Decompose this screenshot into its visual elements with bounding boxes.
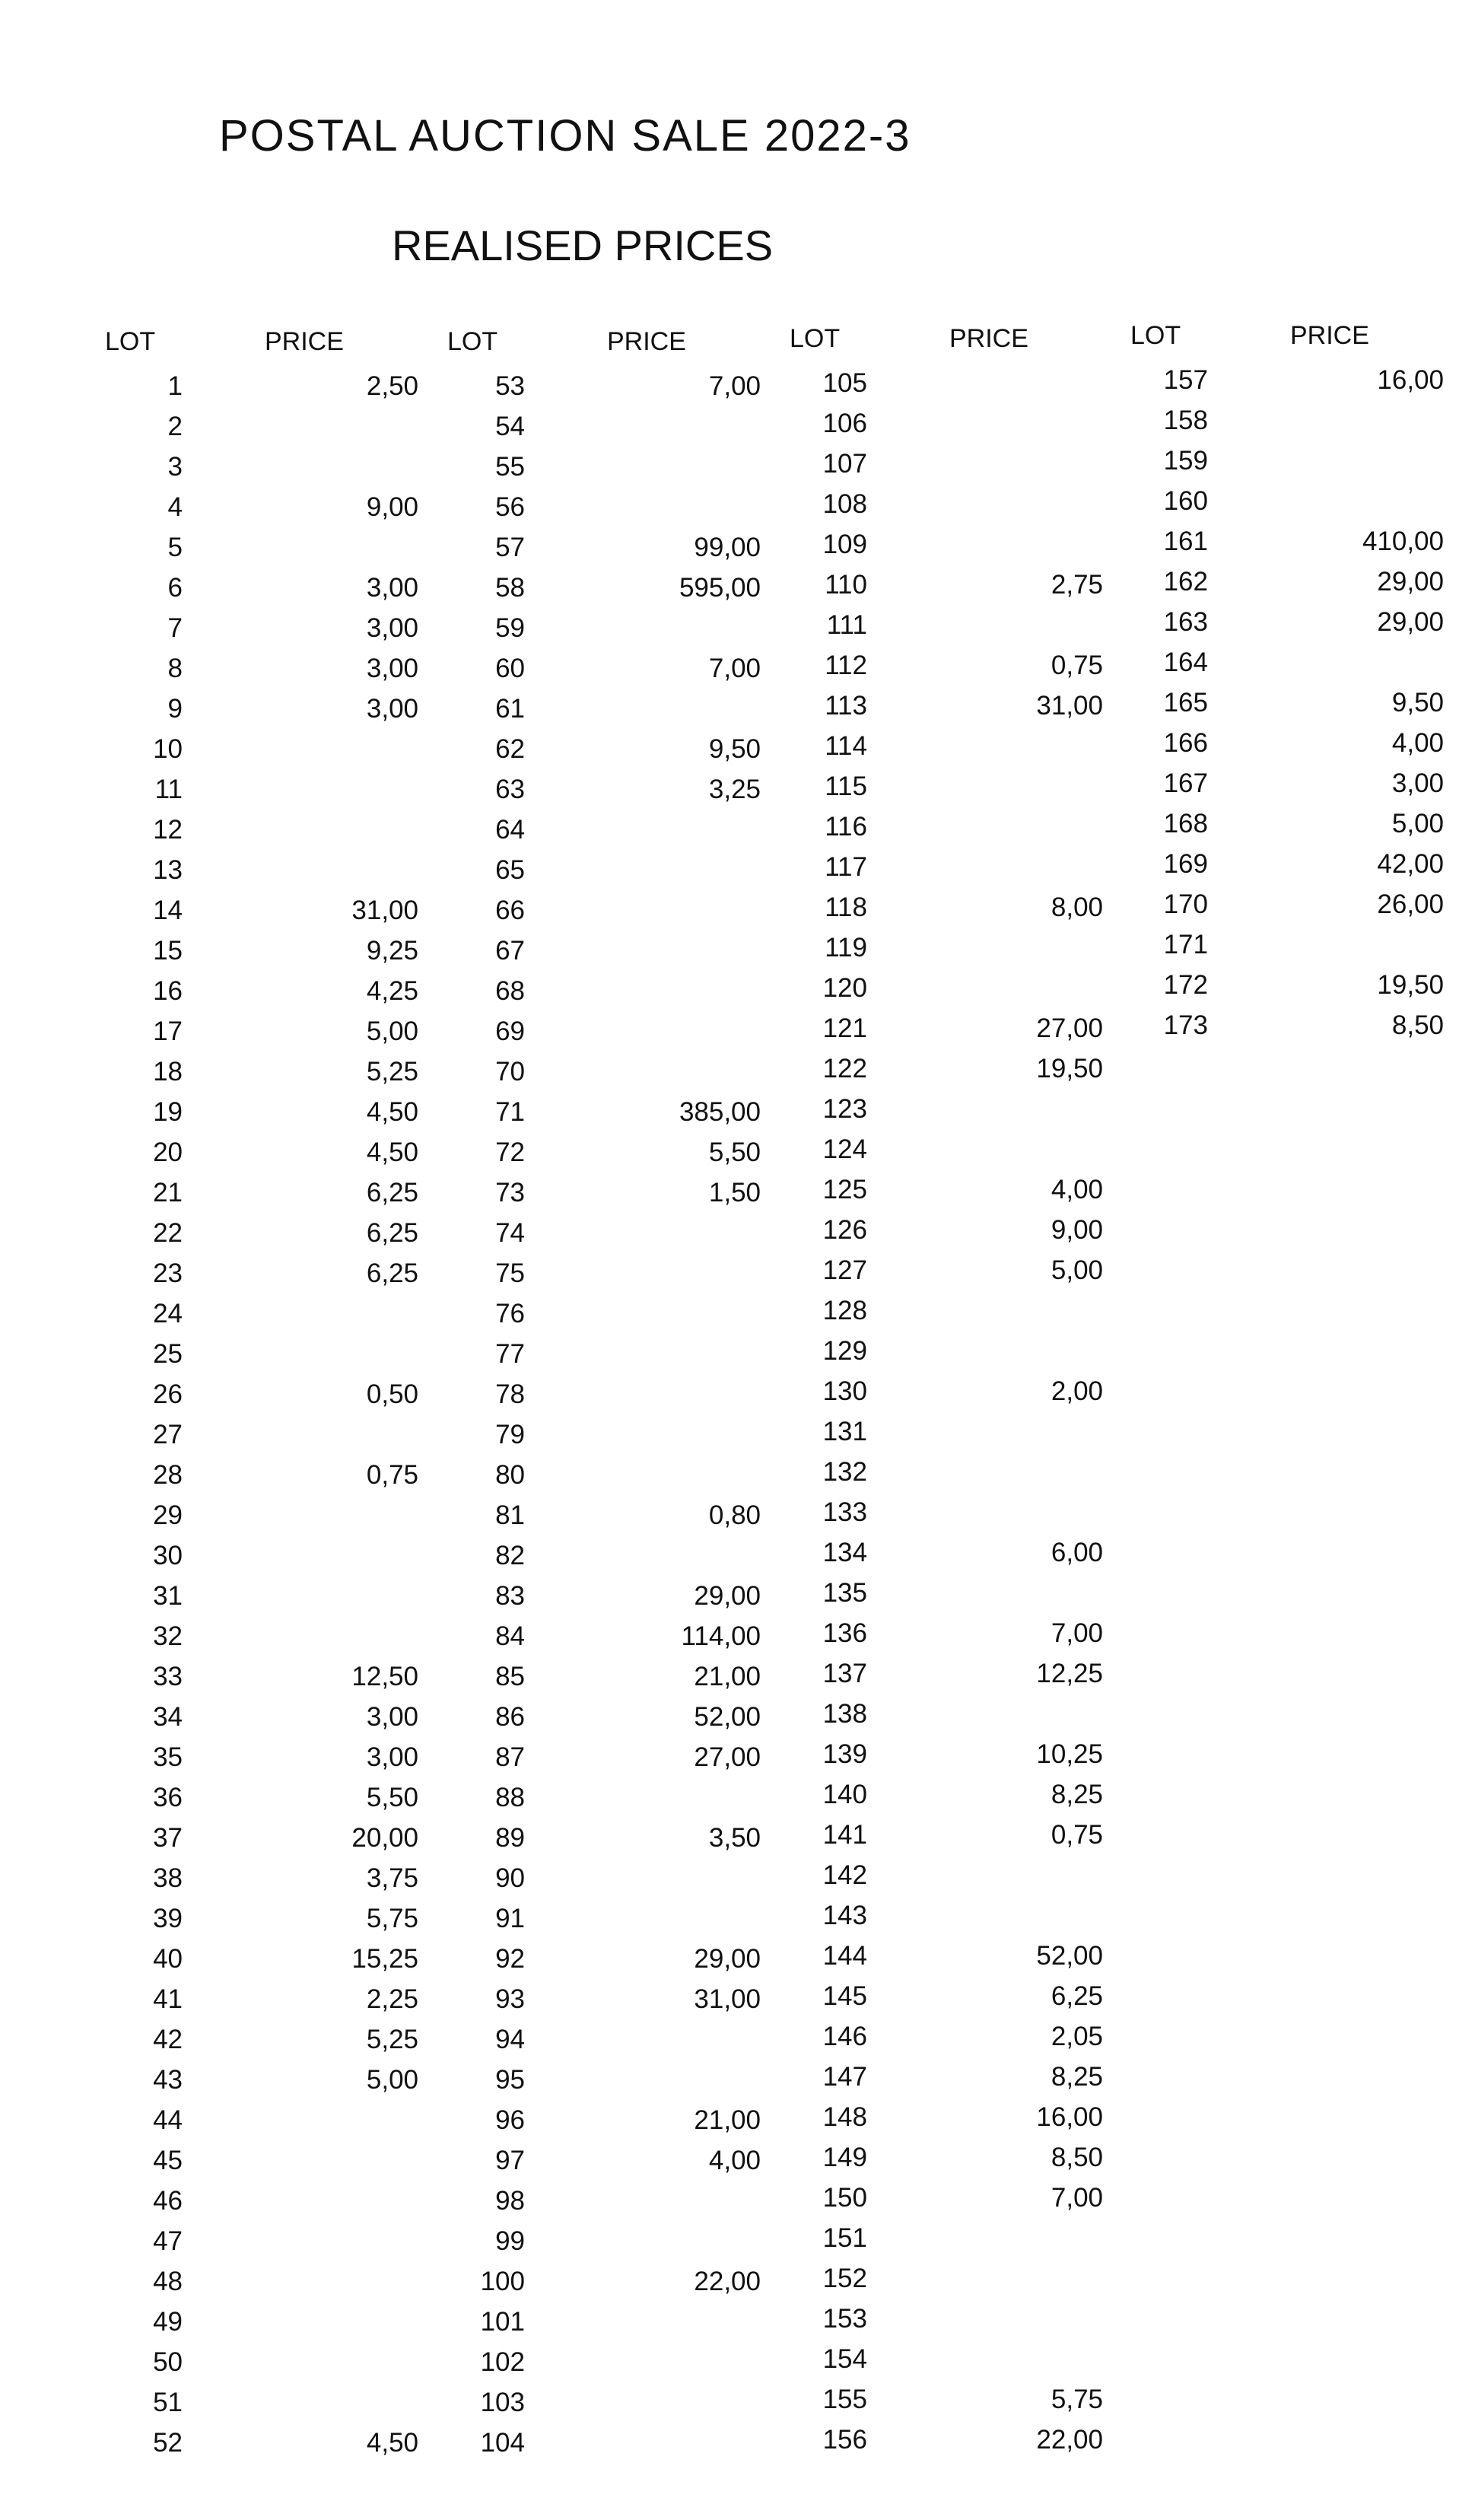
- lot-price: 16,00: [1377, 365, 1444, 395]
- lot-number: 68: [495, 976, 525, 1006]
- lot-number: 146: [822, 2022, 867, 2051]
- lot-number: 163: [1163, 607, 1208, 637]
- lot-number: 129: [822, 1336, 867, 1366]
- lot-price: 7,00: [1051, 2183, 1103, 2213]
- lot-number: 25: [153, 1339, 183, 1369]
- lot-price: 8,25: [1051, 2062, 1103, 2092]
- lot-number: 43: [153, 2065, 183, 2095]
- lot-number: 5: [167, 533, 183, 562]
- lot-price: 9,50: [1391, 688, 1444, 718]
- lot-number: 134: [822, 1538, 867, 1567]
- lot-number: 136: [822, 1618, 867, 1648]
- lot-price: 9,00: [366, 492, 418, 522]
- lot-number: 24: [153, 1299, 183, 1328]
- lot-number: 133: [822, 1497, 867, 1527]
- lot-number: 38: [153, 1863, 183, 1893]
- lot-price: 2,25: [366, 1984, 418, 2014]
- lot-number: 31: [153, 1581, 183, 1611]
- lot-price: 3,00: [366, 694, 418, 724]
- lot-number: 132: [822, 1457, 867, 1487]
- lot-number: 71: [495, 1097, 525, 1127]
- lot-price: 6,00: [1051, 1538, 1103, 1567]
- lot-number: 53: [495, 371, 525, 401]
- lot-price: 4,50: [366, 1138, 418, 1167]
- lot-price: 10,25: [1036, 1739, 1103, 1769]
- lot-number: 10: [153, 734, 183, 764]
- lot-number: 75: [495, 1258, 525, 1288]
- price-header: PRICE: [1290, 321, 1369, 350]
- lot-price: 0,50: [366, 1379, 418, 1409]
- lot-number: 16: [153, 976, 183, 1006]
- lot-number: 39: [153, 1904, 183, 1933]
- lot-number: 93: [495, 1984, 525, 2014]
- lot-price: 6,25: [366, 1218, 418, 1248]
- lot-number: 102: [480, 2347, 525, 2377]
- lot-number: 153: [822, 2304, 867, 2334]
- lot-number: 150: [822, 2183, 867, 2213]
- lot-number: 82: [495, 1541, 525, 1570]
- lot-number: 34: [153, 1702, 183, 1732]
- lot-header: LOT: [1130, 321, 1181, 350]
- lot-number: 111: [826, 610, 867, 640]
- lot-number: 151: [822, 2223, 867, 2253]
- lot-number: 91: [495, 1904, 525, 1933]
- lot-number: 8: [167, 654, 183, 683]
- lot-price: 3,00: [366, 613, 418, 643]
- lot-number: 173: [1163, 1010, 1208, 1040]
- lot-price: 31,00: [694, 1984, 761, 2014]
- lot-number: 46: [153, 2186, 183, 2216]
- lot-number: 157: [1163, 365, 1208, 395]
- lot-number: 1: [167, 371, 183, 401]
- lot-number: 63: [495, 775, 525, 804]
- lot-price: 7,00: [708, 371, 761, 401]
- lot-number: 51: [153, 2388, 183, 2417]
- lot-number: 2: [167, 412, 183, 441]
- lot-number: 69: [495, 1017, 525, 1046]
- lot-price: 3,00: [366, 573, 418, 603]
- lot-price: 99,00: [694, 533, 761, 562]
- lot-number: 84: [495, 1621, 525, 1651]
- lot-price: 4,50: [366, 1097, 418, 1127]
- lot-number: 48: [153, 2267, 183, 2296]
- lot-number: 117: [825, 852, 867, 882]
- lot-number: 87: [495, 1742, 525, 1772]
- lot-number: 155: [822, 2385, 867, 2414]
- lot-number: 125: [822, 1175, 867, 1204]
- lot-number: 81: [495, 1500, 525, 1530]
- lot-price: 31,00: [351, 896, 418, 925]
- lot-number: 28: [153, 1460, 183, 1490]
- lot-number: 76: [495, 1299, 525, 1328]
- lot-number: 94: [495, 2025, 525, 2054]
- lot-number: 130: [822, 1376, 867, 1406]
- lot-number: 77: [495, 1339, 525, 1369]
- lot-price: 4,50: [366, 2428, 418, 2458]
- lot-number: 141: [822, 1820, 867, 1850]
- lot-number: 36: [153, 1783, 183, 1812]
- lot-price: 12,50: [351, 1662, 418, 1691]
- lot-number: 99: [495, 2226, 525, 2256]
- lot-number: 9: [167, 694, 183, 724]
- lot-number: 7: [167, 613, 183, 643]
- lot-number: 169: [1163, 849, 1208, 879]
- lot-number: 65: [495, 855, 525, 885]
- lot-price: 2,05: [1051, 2022, 1103, 2051]
- lot-price: 8,25: [1051, 1780, 1103, 1809]
- lot-price: 5,00: [366, 2065, 418, 2095]
- lot-number: 20: [153, 1138, 183, 1167]
- lot-price: 5,50: [366, 1783, 418, 1812]
- lot-number: 67: [495, 936, 525, 966]
- lot-price: 6,25: [366, 1178, 418, 1208]
- price-header: PRICE: [949, 324, 1028, 353]
- lot-price: 15,25: [351, 1944, 418, 1974]
- lot-number: 49: [153, 2307, 183, 2337]
- lot-header: LOT: [790, 324, 841, 353]
- lot-number: 78: [495, 1379, 525, 1409]
- lot-number: 142: [822, 1860, 867, 1890]
- lot-number: 144: [822, 1941, 867, 1971]
- lot-number: 18: [153, 1057, 183, 1087]
- lot-number: 115: [825, 772, 867, 801]
- page-title: POSTAL AUCTION SALE 2022-3: [219, 111, 911, 161]
- lot-header: LOT: [105, 327, 156, 356]
- lot-number: 37: [153, 1823, 183, 1853]
- lot-price: 3,50: [708, 1823, 761, 1853]
- lot-price: 9,25: [366, 936, 418, 966]
- lot-number: 12: [153, 815, 183, 845]
- lot-price: 21,00: [694, 1662, 761, 1691]
- lot-price: 4,25: [366, 976, 418, 1006]
- lot-number: 64: [495, 815, 525, 845]
- lot-price: 5,75: [1051, 2385, 1103, 2414]
- lot-number: 23: [153, 1258, 183, 1288]
- lot-price: 1,50: [708, 1178, 761, 1208]
- lot-number: 170: [1163, 889, 1208, 919]
- lot-number: 83: [495, 1581, 525, 1611]
- lot-number: 85: [495, 1662, 525, 1691]
- lot-price: 20,00: [351, 1823, 418, 1853]
- lot-number: 59: [495, 613, 525, 643]
- lot-price: 5,25: [366, 1057, 418, 1087]
- lot-number: 124: [822, 1134, 867, 1164]
- lot-number: 171: [1163, 930, 1208, 959]
- lot-number: 152: [822, 2264, 867, 2293]
- lot-number: 162: [1163, 567, 1208, 597]
- lot-number: 3: [167, 452, 183, 482]
- lot-price: 0,75: [1051, 1820, 1103, 1850]
- lot-number: 119: [825, 933, 867, 963]
- lot-number: 57: [495, 533, 525, 562]
- lot-price: 4,00: [708, 2146, 761, 2175]
- lot-price: 6,25: [1051, 1981, 1103, 2011]
- lot-number: 40: [153, 1944, 183, 1974]
- lot-price: 2,75: [1051, 570, 1103, 600]
- lot-number: 90: [495, 1863, 525, 1893]
- lot-price: 29,00: [694, 1944, 761, 1974]
- lot-number: 4: [167, 492, 183, 522]
- lot-number: 13: [153, 855, 183, 885]
- lot-number: 116: [825, 812, 867, 842]
- lot-number: 148: [822, 2102, 867, 2132]
- lot-number: 108: [822, 489, 867, 519]
- lot-price: 9,00: [1051, 1215, 1103, 1245]
- lot-number: 88: [495, 1783, 525, 1812]
- lot-number: 166: [1163, 728, 1208, 758]
- lot-number: 97: [495, 2146, 525, 2175]
- lot-price: 22,00: [1036, 2425, 1103, 2455]
- lot-price: 595,00: [679, 573, 761, 603]
- lot-number: 55: [495, 452, 525, 482]
- lot-price: 7,00: [1051, 1618, 1103, 1648]
- lot-number: 21: [153, 1178, 183, 1208]
- lot-number: 113: [825, 691, 867, 721]
- lot-number: 139: [822, 1739, 867, 1769]
- lot-number: 158: [1163, 406, 1208, 435]
- lot-number: 14: [153, 896, 183, 925]
- lot-number: 29: [153, 1500, 183, 1530]
- lot-price: 2,50: [366, 371, 418, 401]
- lot-number: 79: [495, 1420, 525, 1449]
- lot-price: 4,00: [1051, 1175, 1103, 1204]
- lot-number: 30: [153, 1541, 183, 1570]
- lot-price: 3,00: [366, 1702, 418, 1732]
- lot-number: 121: [822, 1013, 867, 1043]
- lot-price: 7,00: [708, 654, 761, 683]
- lot-number: 70: [495, 1057, 525, 1087]
- lot-number: 6: [167, 573, 183, 603]
- lot-number: 160: [1163, 486, 1208, 516]
- lot-number: 159: [1163, 446, 1208, 476]
- lot-price: 410,00: [1362, 527, 1444, 556]
- lot-price: 31,00: [1036, 691, 1103, 721]
- lot-price: 6,25: [366, 1258, 418, 1288]
- lot-number: 140: [822, 1780, 867, 1809]
- lot-number: 17: [153, 1017, 183, 1046]
- lot-number: 145: [822, 1981, 867, 2011]
- lot-number: 156: [822, 2425, 867, 2455]
- lot-number: 107: [822, 449, 867, 479]
- lot-number: 80: [495, 1460, 525, 1490]
- price-header: PRICE: [265, 327, 344, 356]
- lot-number: 60: [495, 654, 525, 683]
- lot-price: 52,00: [694, 1702, 761, 1732]
- lot-number: 44: [153, 2105, 183, 2135]
- lot-price: 8,00: [1051, 892, 1103, 922]
- lot-number: 164: [1163, 648, 1208, 677]
- lot-number: 161: [1163, 527, 1208, 556]
- lot-price: 2,00: [1051, 1376, 1103, 1406]
- lot-number: 114: [825, 731, 867, 761]
- lot-number: 54: [495, 412, 525, 441]
- lot-number: 47: [153, 2226, 183, 2256]
- lot-number: 58: [495, 573, 525, 603]
- lot-price: 8,50: [1051, 2143, 1103, 2172]
- lot-number: 100: [480, 2267, 525, 2296]
- lot-price: 3,00: [366, 654, 418, 683]
- lot-number: 126: [822, 1215, 867, 1245]
- lot-number: 72: [495, 1138, 525, 1167]
- lot-number: 147: [822, 2062, 867, 2092]
- lot-number: 131: [822, 1417, 867, 1446]
- price-header: PRICE: [607, 327, 686, 356]
- lot-number: 56: [495, 492, 525, 522]
- lot-price: 29,00: [1377, 607, 1444, 637]
- lot-number: 19: [153, 1097, 183, 1127]
- lot-number: 15: [153, 936, 183, 966]
- lot-number: 123: [822, 1094, 867, 1124]
- lot-price: 42,00: [1377, 849, 1444, 879]
- lot-price: 19,50: [1377, 970, 1444, 1000]
- lot-number: 92: [495, 1944, 525, 1974]
- lot-price: 5,75: [366, 1904, 418, 1933]
- lot-number: 172: [1163, 970, 1208, 1000]
- lot-price: 0,80: [708, 1500, 761, 1530]
- lot-number: 106: [822, 409, 867, 438]
- lot-number: 138: [822, 1699, 867, 1729]
- lot-number: 167: [1163, 768, 1208, 798]
- lot-number: 118: [825, 892, 867, 922]
- lot-price: 5,00: [1391, 809, 1444, 838]
- lot-number: 52: [153, 2428, 183, 2458]
- lot-number: 154: [822, 2344, 867, 2374]
- lot-price: 0,75: [366, 1460, 418, 1490]
- lot-price: 27,00: [694, 1742, 761, 1772]
- lot-number: 86: [495, 1702, 525, 1732]
- lot-number: 62: [495, 734, 525, 764]
- lot-number: 27: [153, 1420, 183, 1449]
- lot-number: 135: [822, 1578, 867, 1608]
- lot-number: 74: [495, 1218, 525, 1248]
- lot-number: 66: [495, 896, 525, 925]
- lot-number: 73: [495, 1178, 525, 1208]
- lot-price: 21,00: [694, 2105, 761, 2135]
- lot-number: 96: [495, 2105, 525, 2135]
- lot-number: 22: [153, 1218, 183, 1248]
- lot-number: 128: [822, 1296, 867, 1325]
- lot-number: 32: [153, 1621, 183, 1651]
- lot-price: 3,00: [1391, 768, 1444, 798]
- lot-number: 45: [153, 2146, 183, 2175]
- lot-number: 127: [822, 1255, 867, 1285]
- lot-number: 42: [153, 2025, 183, 2054]
- lot-number: 35: [153, 1742, 183, 1772]
- lot-price: 114,00: [681, 1621, 761, 1651]
- lot-number: 109: [822, 530, 867, 559]
- lot-number: 105: [822, 368, 867, 398]
- lot-price: 29,00: [694, 1581, 761, 1611]
- lot-number: 50: [153, 2347, 183, 2377]
- lot-number: 61: [495, 694, 525, 724]
- lot-header: LOT: [447, 327, 498, 356]
- lot-number: 33: [153, 1662, 183, 1691]
- lot-number: 103: [480, 2388, 525, 2417]
- lot-price: 8,50: [1391, 1010, 1444, 1040]
- lot-number: 95: [495, 2065, 525, 2095]
- lot-price: 26,00: [1377, 889, 1444, 919]
- lot-price: 0,75: [1051, 651, 1103, 680]
- lot-price: 385,00: [679, 1097, 761, 1127]
- lot-number: 11: [154, 775, 183, 804]
- lot-number: 112: [825, 651, 867, 680]
- lot-number: 101: [480, 2307, 525, 2337]
- lot-price: 5,50: [708, 1138, 761, 1167]
- lot-number: 120: [822, 973, 867, 1003]
- lot-number: 110: [825, 570, 867, 600]
- page-subtitle: REALISED PRICES: [392, 221, 774, 269]
- lot-number: 149: [822, 2143, 867, 2172]
- lot-price: 12,25: [1036, 1659, 1103, 1688]
- lot-number: 143: [822, 1901, 867, 1930]
- lot-price: 5,00: [1051, 1255, 1103, 1285]
- lot-number: 41: [153, 1984, 183, 2014]
- lot-number: 168: [1163, 809, 1208, 838]
- lot-price: 27,00: [1036, 1013, 1103, 1043]
- lot-price: 22,00: [694, 2267, 761, 2296]
- lot-number: 137: [822, 1659, 867, 1688]
- lot-price: 4,00: [1391, 728, 1444, 758]
- lot-price: 52,00: [1036, 1941, 1103, 1971]
- lot-price: 19,50: [1036, 1054, 1103, 1083]
- lot-number: 89: [495, 1823, 525, 1853]
- lot-price: 9,50: [708, 734, 761, 764]
- lot-price: 3,75: [366, 1863, 418, 1893]
- lot-price: 16,00: [1036, 2102, 1103, 2132]
- lot-price: 29,00: [1377, 567, 1444, 597]
- lot-price: 5,25: [366, 2025, 418, 2054]
- lot-number: 98: [495, 2186, 525, 2216]
- lot-number: 122: [822, 1054, 867, 1083]
- lot-price: 5,00: [366, 1017, 418, 1046]
- lot-price: 3,00: [366, 1742, 418, 1772]
- lot-number: 26: [153, 1379, 183, 1409]
- lot-number: 165: [1163, 688, 1208, 718]
- lot-price: 3,25: [708, 775, 761, 804]
- lot-number: 104: [480, 2428, 525, 2458]
